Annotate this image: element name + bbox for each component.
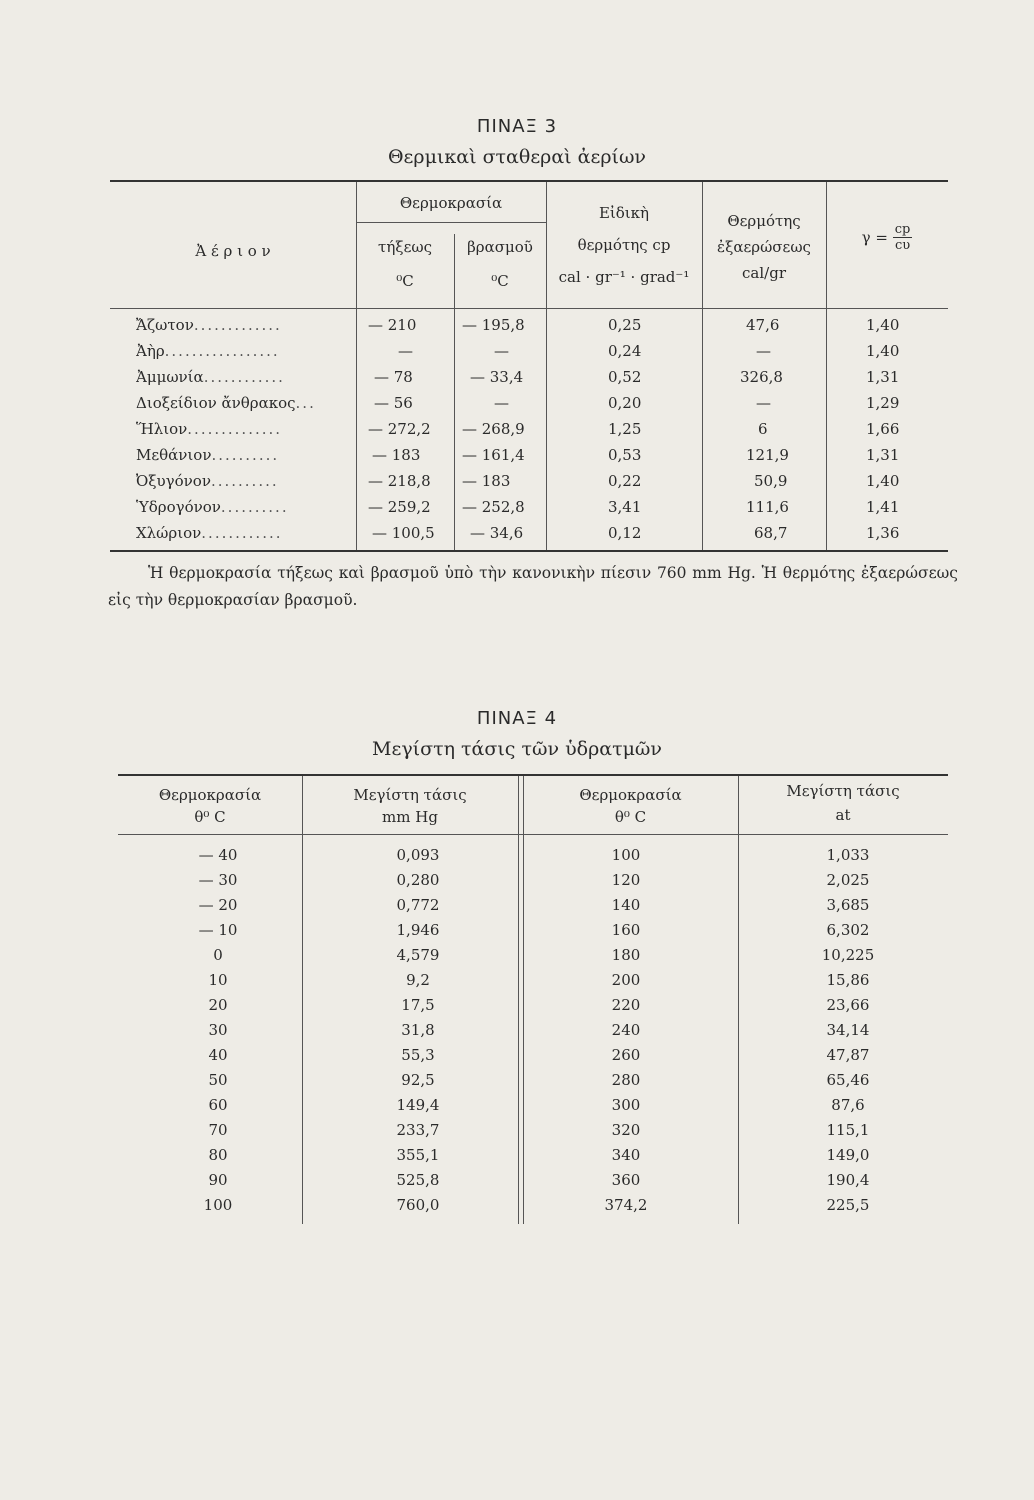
table4-header-pressure-right: Μεγίστη τάσις	[786, 782, 900, 800]
temp-left: — 40	[198, 846, 238, 864]
table3-row	[110, 342, 948, 368]
evaporation-heat: —	[756, 394, 771, 412]
table4-row	[118, 1021, 948, 1046]
pressure-left: 55,3	[401, 1046, 435, 1064]
temp-left: 50	[208, 1071, 228, 1089]
table4-header-temp-right-unit: θ⁰ C	[614, 808, 647, 826]
pressure-right: 190,4	[826, 1171, 870, 1189]
table3-header-melting: τήξεως	[378, 238, 432, 256]
pressure-right: 115,1	[826, 1121, 870, 1139]
specific-heat: 0,53	[608, 446, 642, 464]
pressure-left: 0,093	[396, 846, 440, 864]
table3-label: ΠΙΝΑΞ 3	[476, 116, 558, 137]
temp-left: — 10	[198, 921, 238, 939]
specific-heat: 0,20	[608, 394, 642, 412]
pressure-left: 9,2	[406, 971, 430, 989]
temp-left: — 20	[198, 896, 238, 914]
table3-header-specific-heat-unit: cal · gr⁻¹ · grad⁻¹	[558, 268, 690, 286]
temp-right: 260	[611, 1046, 641, 1064]
gas-name: Διοξείδιον ἄνθρακος...	[136, 394, 316, 412]
pressure-left: 760,0	[396, 1196, 440, 1214]
melting-point: — 78	[374, 368, 413, 386]
table3-row	[110, 394, 948, 420]
evaporation-heat: 6	[758, 420, 768, 438]
table4-row	[118, 871, 948, 896]
table3-header-evaporation-unit: cal/gr	[742, 264, 786, 282]
table4-header-temp-left: Θερμοκρασία	[158, 786, 262, 804]
pressure-left: 0,772	[396, 896, 440, 914]
table3-row	[110, 472, 948, 498]
gamma-value: 1,31	[866, 446, 900, 464]
temp-left: 0	[213, 946, 223, 964]
gamma-value: 1,66	[866, 420, 900, 438]
table3-row	[110, 446, 948, 472]
boiling-point: — 268,9	[462, 420, 525, 438]
temp-left: 20	[208, 996, 228, 1014]
gamma-numerator: cp	[894, 222, 911, 237]
melting-point: — 210	[368, 316, 417, 334]
table3-title: Θερμικαὶ σταθεραὶ ἀερίων	[387, 146, 646, 168]
pressure-right: 225,5	[826, 1196, 870, 1214]
temp-right: 280	[611, 1071, 641, 1089]
gamma-value: 1,31	[866, 368, 900, 386]
temp-left: 60	[208, 1096, 228, 1114]
gas-name: Μεθάνιον..........	[136, 446, 280, 464]
temp-left: 30	[208, 1021, 228, 1039]
table3-header-boiling: βρασμοῦ	[467, 238, 533, 256]
table3-rule-h	[356, 222, 546, 223]
table4-row	[118, 1071, 948, 1096]
boiling-point: — 252,8	[462, 498, 525, 516]
melting-point: — 56	[374, 394, 413, 412]
gamma-value: 1,29	[866, 394, 900, 412]
table4	[118, 774, 948, 1224]
temp-left: 70	[208, 1121, 228, 1139]
specific-heat: 0,52	[608, 368, 642, 386]
gas-name: Ἄζωτον.............	[136, 316, 282, 334]
table4-row	[118, 846, 948, 871]
temp-left: — 30	[198, 871, 238, 889]
table4-row	[118, 1196, 948, 1221]
table4-row	[118, 1171, 948, 1196]
pressure-right: 10,225	[821, 946, 875, 964]
temp-left: 100	[203, 1196, 233, 1214]
melting-point: — 218,8	[368, 472, 431, 490]
evaporation-heat: 121,9	[746, 446, 789, 464]
evaporation-heat: 50,9	[754, 472, 788, 490]
table4-header-pressure-left-unit: mm Hg	[382, 808, 438, 826]
melting-point: — 183	[372, 446, 421, 464]
temp-right: 300	[611, 1096, 641, 1114]
pressure-left: 17,5	[401, 996, 435, 1014]
boiling-point: — 183	[462, 472, 511, 490]
temp-right: 220	[611, 996, 641, 1014]
evaporation-heat: 111,6	[746, 498, 789, 516]
table4-title: Μεγίστη τάσις τῶν ὑδρατμῶν	[372, 738, 662, 760]
table3-header-temperature: Θερμοκρασία	[399, 194, 503, 212]
pressure-right: 2,025	[826, 871, 870, 889]
table3-header-boiling-unit: ⁰C	[491, 272, 509, 290]
temp-right: 240	[611, 1021, 641, 1039]
gamma-value: 1,36	[866, 524, 900, 542]
table4-header-pressure-left: Μεγίστη τάσις	[353, 786, 467, 804]
temp-left: 40	[208, 1046, 228, 1064]
table4-header-pressure-right-unit: at	[835, 806, 851, 824]
table3-row	[110, 498, 948, 524]
gamma-fraction	[893, 222, 913, 253]
boiling-point: — 34,6	[470, 524, 524, 542]
gamma-symbol: γ =	[861, 228, 888, 247]
pressure-right: 3,685	[826, 896, 870, 914]
table3-row	[110, 368, 948, 394]
table4-row	[118, 1121, 948, 1146]
pressure-left: 4,579	[396, 946, 440, 964]
pressure-left: 233,7	[396, 1121, 440, 1139]
temp-right: 120	[611, 871, 641, 889]
pressure-right: 1,033	[826, 846, 870, 864]
melting-point: — 272,2	[368, 420, 431, 438]
boiling-point: — 161,4	[462, 446, 525, 464]
evaporation-heat: 326,8	[740, 368, 783, 386]
table4-row	[118, 1046, 948, 1071]
table3-header-evaporation: Θερμότης	[727, 212, 801, 230]
gas-name: Χλώριον............	[136, 524, 283, 542]
table3-row	[110, 316, 948, 342]
gamma-denominator: cυ	[894, 238, 911, 253]
boiling-point: —	[494, 394, 509, 412]
boiling-point: — 195,8	[462, 316, 525, 334]
temp-right: 360	[611, 1171, 641, 1189]
table3-rule-h	[110, 308, 948, 309]
table4-row	[118, 996, 948, 1021]
gas-name: Ὑδρογόνον..........	[136, 498, 289, 516]
evaporation-heat: 68,7	[754, 524, 788, 542]
table3-footnote: Ἡ θερμοκρασία τήξεως καὶ βρασμοῦ ὑπὸ τὴν κανονικὴν πίεσιν 760 mm Hg. Ἡ θερμότης ἐξαερώσεως εἰς τὴν θερμοκρασίαν βρασμοῦ.	[108, 564, 958, 609]
temp-left: 80	[208, 1146, 228, 1164]
table4-row	[118, 971, 948, 996]
temp-right: 100	[611, 846, 641, 864]
temp-left: 10	[208, 971, 228, 989]
specific-heat: 0,25	[608, 316, 642, 334]
gamma-value: 1,41	[866, 498, 900, 516]
table4-row	[118, 921, 948, 946]
pressure-left: 525,8	[396, 1171, 440, 1189]
specific-heat: 1,25	[608, 420, 642, 438]
pressure-right: 6,302	[826, 921, 870, 939]
gas-name: Ἀμμωνία............	[136, 368, 285, 386]
pressure-left: 31,8	[401, 1021, 435, 1039]
table4-row	[118, 1096, 948, 1121]
table3-header-melting-unit: ⁰C	[396, 272, 414, 290]
gamma-value: 1,40	[866, 342, 900, 360]
table3-header-gamma	[826, 222, 948, 253]
temp-right: 140	[611, 896, 641, 914]
pressure-right: 149,0	[826, 1146, 870, 1164]
table4-header-temp-left-unit: θ⁰ C	[194, 808, 226, 826]
gamma-value: 1,40	[866, 316, 900, 334]
table4-row	[118, 946, 948, 971]
table4-row	[118, 896, 948, 921]
evaporation-heat: 47,6	[746, 316, 780, 334]
table4-row	[118, 1146, 948, 1171]
boiling-point: —	[494, 342, 509, 360]
pressure-left: 92,5	[401, 1071, 435, 1089]
gas-name: Ὀξυγόνον..........	[136, 472, 279, 490]
pressure-right: 87,6	[831, 1096, 865, 1114]
table3-header-gas: Ἀ έ ρ ι ο ν	[195, 242, 271, 260]
table3-header-evaporation-2: ἐξαερώσεως	[717, 238, 811, 256]
pressure-right: 34,14	[826, 1021, 870, 1039]
pressure-left: 355,1	[396, 1146, 440, 1164]
specific-heat: 0,22	[608, 472, 642, 490]
temp-right: 180	[611, 946, 641, 964]
pressure-left: 149,4	[396, 1096, 440, 1114]
melting-point: —	[398, 342, 413, 360]
temp-right: 320	[611, 1121, 641, 1139]
temp-left: 90	[208, 1171, 228, 1189]
temp-right: 200	[611, 971, 641, 989]
gas-name: Ἥλιον..............	[136, 420, 283, 438]
gamma-value: 1,40	[866, 472, 900, 490]
table3-row	[110, 420, 948, 446]
temp-right: 340	[611, 1146, 641, 1164]
table3-row	[110, 524, 948, 550]
pressure-left: 1,946	[396, 921, 440, 939]
melting-point: — 100,5	[372, 524, 435, 542]
pressure-right: 47,87	[826, 1046, 870, 1064]
table3	[110, 180, 948, 552]
table4-header-temp-right: Θερμοκρασία	[579, 786, 682, 804]
specific-heat: 0,24	[608, 342, 642, 360]
specific-heat: 3,41	[608, 498, 642, 516]
table3-header-specific-heat: Εἰδικὴ	[598, 204, 650, 222]
table4-label: ΠΙΝΑΞ 4	[476, 708, 558, 729]
temp-right: 374,2	[604, 1196, 648, 1214]
pressure-right: 15,86	[826, 971, 870, 989]
boiling-point: — 33,4	[470, 368, 524, 386]
pressure-right: 65,46	[826, 1071, 870, 1089]
pressure-left: 0,280	[396, 871, 440, 889]
table4-rule-h	[118, 834, 948, 835]
temp-right: 160	[611, 921, 641, 939]
specific-heat: 0,12	[608, 524, 642, 542]
melting-point: — 259,2	[368, 498, 431, 516]
evaporation-heat: —	[756, 342, 771, 360]
pressure-right: 23,66	[826, 996, 870, 1014]
table3-header-specific-heat-cp: θερμότης cp	[577, 236, 671, 254]
gas-name: Ἀὴρ.................	[136, 342, 280, 360]
